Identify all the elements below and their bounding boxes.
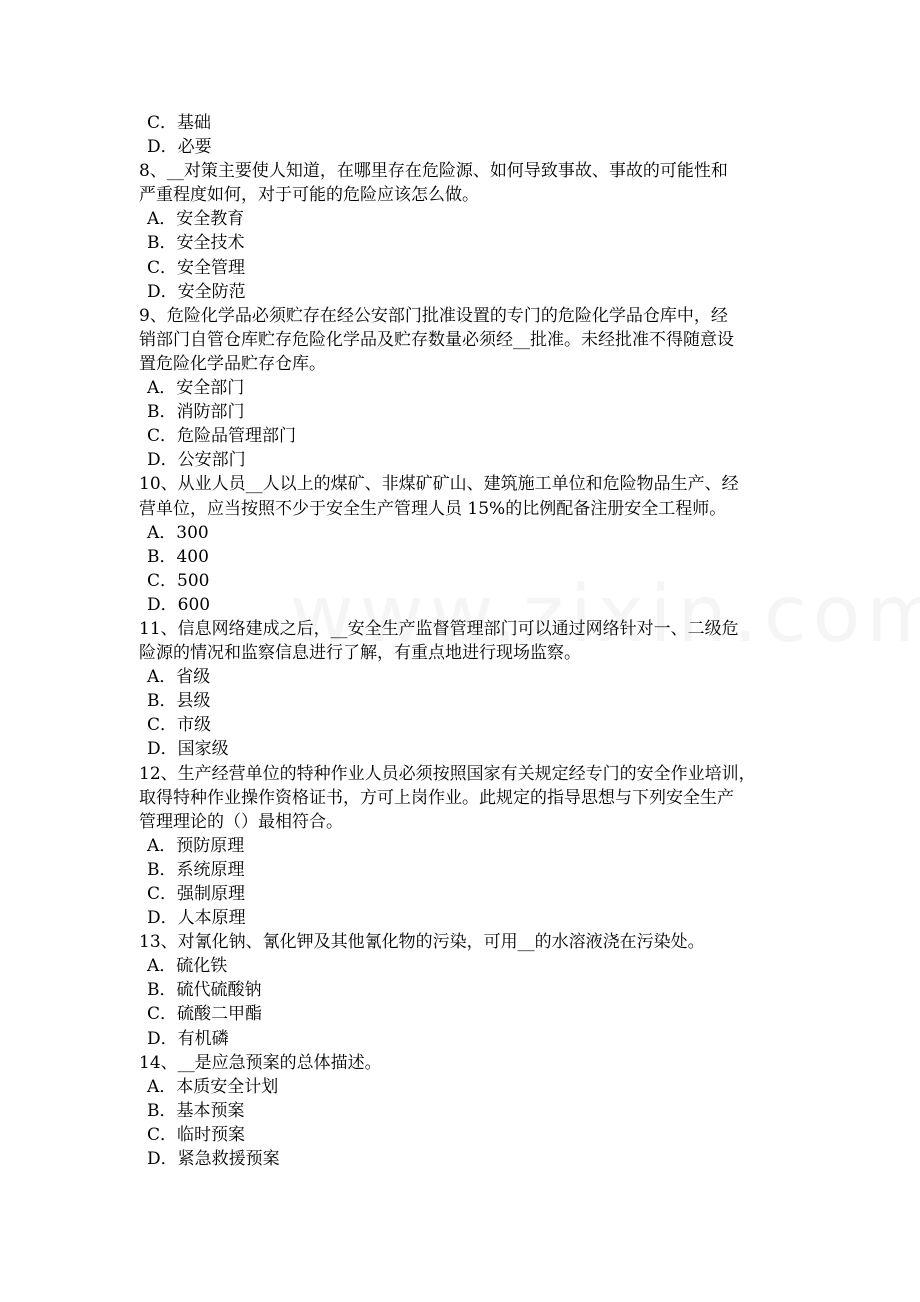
answer-option: B．400 [147,546,209,567]
answer-option: C．基础 [147,113,212,133]
answer-option: A．硫化铁 [147,956,228,977]
answer-option: B．基本预案 [147,1100,245,1121]
answer-option: A．省级 [147,667,211,688]
answer-option: A．300 [147,522,209,543]
answer-option: D．国家级 [147,739,229,760]
answer-option: A．预防原理 [147,835,245,856]
answer-option: C．安全管理 [147,257,246,278]
question-text-line: 严重程度如何，对于可能的危险应该怎么做。 [139,185,479,206]
answer-option: D．人本原理 [147,908,246,929]
answer-option: B．安全技术 [147,233,245,254]
answer-option: C．硫酸二甲酯 [147,1004,263,1025]
answer-option: C．强制原理 [147,884,246,904]
document-body [139,111,789,1171]
question-text-line: 11、信息网络建成之后，__安全生产监督管理部门可以通过网络针对一、二级危 [139,618,739,639]
question-text-line: 险源的情况和监察信息进行了解，有重点地进行现场监察。 [139,643,581,664]
answer-option: B．硫代硫酸钠 [147,980,262,1001]
question-text-line: 置危险化学品贮存仓库。 [139,353,326,374]
question-text-line: 10、从业人员__人以上的煤矿、非煤矿矿山、建筑施工单位和危险物品生产、经 [139,474,739,495]
answer-option: B．消防部门 [147,402,245,423]
answer-option: D．600 [147,594,211,615]
answer-option: C．市级 [147,715,212,736]
question-text-line: 销部门自管仓库贮存危险化学品及贮存数量必须经__批准。未经批准不得随意设 [139,329,734,350]
question-text-line: 营单位，应当按照不少于安全生产管理人员 15%的比例配备注册安全工程师。 [139,498,727,519]
question-text-line: 13、对氰化钠、氰化钾及其他氰化物的污染，可用__的水溶液浇在污染处。 [139,932,705,953]
question-text-line: 14、__是应急预案的总体描述。 [139,1052,382,1073]
answer-option: D．公安部门 [147,450,246,471]
answer-option: B．县级 [147,691,211,712]
question-text-line: 9、危险化学品必须贮存在经公安部门批准设置的专门的危险化学品仓库中，经 [139,305,728,326]
answer-option: A．安全教育 [147,209,245,230]
question-text-line: 管理理论的（）最相符合。 [139,811,343,832]
answer-option: B．系统原理 [147,859,245,880]
answer-option: C．危险品管理部门 [147,426,297,447]
answer-option: D．安全防范 [147,281,246,302]
answer-option: D．有机磷 [147,1028,229,1049]
answer-option: C．临时预案 [147,1124,246,1145]
question-text-line: 12、生产经营单位的特种作业人员必须按照国家有关规定经专门的安全作业培训， [139,763,756,784]
answer-option: D．必要 [147,137,212,158]
answer-option: A．安全部门 [147,378,245,399]
answer-option: D．紧急救援预案 [147,1149,280,1170]
question-text-line: 取得特种作业操作资格证书，方可上岗作业。此规定的指导思想与下列安全生产 [139,787,734,808]
answer-option: A．本质安全计划 [147,1076,279,1097]
answer-option: C．500 [147,570,210,591]
question-text-line: 8、__对策主要使人知道，在哪里存在危险源、如何导致事故、事故的可能性和 [139,161,728,182]
